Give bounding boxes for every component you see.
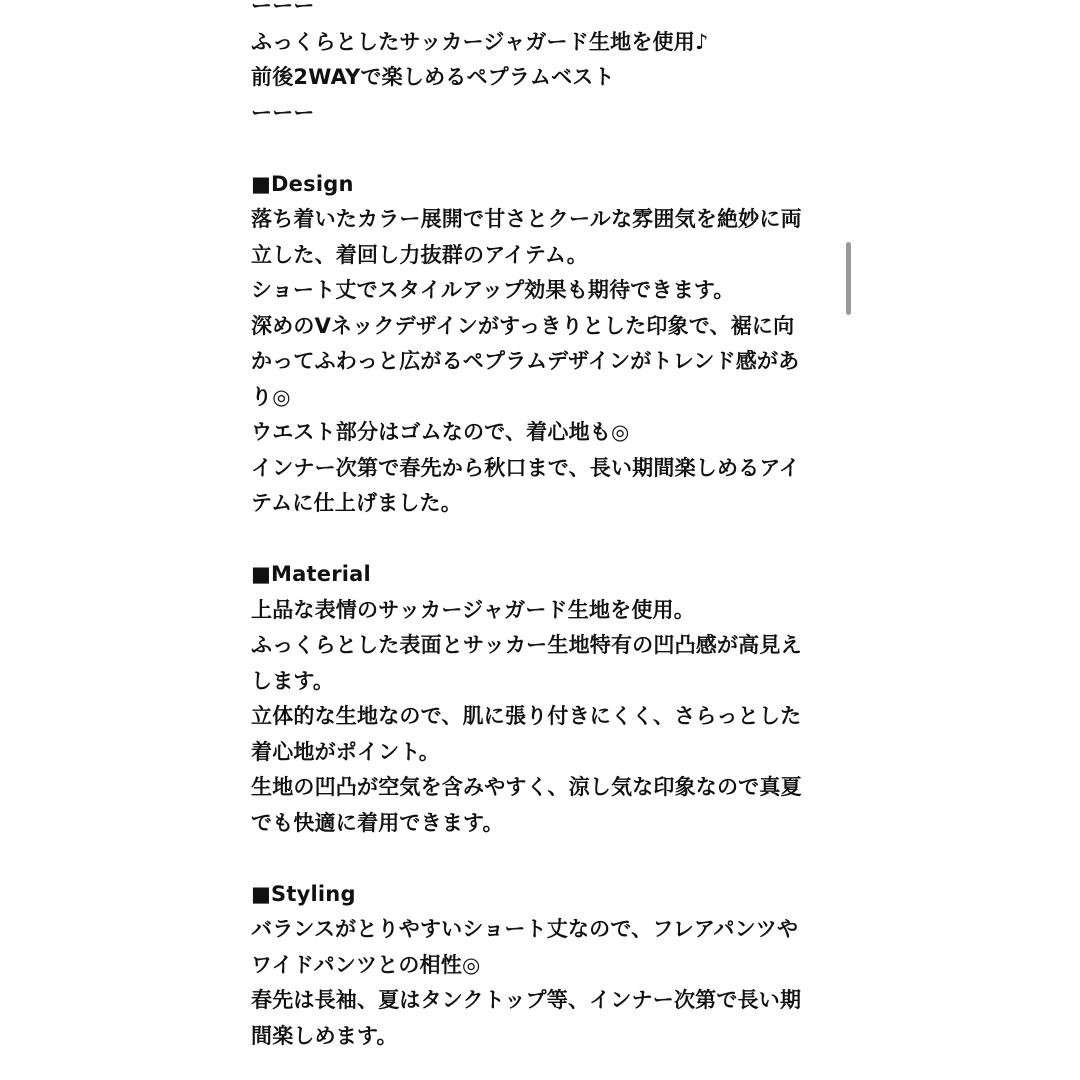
section-line: ウエスト部分はゴムなので、着心地も◎ xyxy=(251,420,630,444)
section-line: バランスがとりやすいショート丈なので、フレアパンツや xyxy=(251,917,799,941)
section-line: テムに仕上げました。 xyxy=(251,491,462,515)
intro-divider-bottom: ーーー xyxy=(251,100,315,125)
intro-divider-top: ーーー xyxy=(251,0,315,18)
section-line: でも快適に着用できます。 xyxy=(251,810,504,835)
section-line: 着心地がポイント。 xyxy=(251,739,440,764)
spacer xyxy=(251,522,831,558)
section-line: 立体的な生地なので、肌に張り付きにくく、さらっとした xyxy=(251,704,802,728)
scrollbar-thumb[interactable] xyxy=(846,242,851,315)
intro-line: ふっくらとしたサッカージャガード生地を使用♪ xyxy=(251,29,709,54)
section-line: 生地の凹凸が空気を含みやすく、涼し気な印象なので真夏 xyxy=(251,775,802,799)
section-heading-styling: ■Styling xyxy=(251,881,356,906)
section-heading-material: ■Material xyxy=(251,562,371,586)
section-line: 春先は長袖、夏はタンクトップ等、インナー次第で長い期 xyxy=(251,988,802,1012)
section-line: します。 xyxy=(251,668,335,693)
section-line: ショート丈でスタイルアップ効果も期待できます。 xyxy=(251,278,735,302)
spacer xyxy=(251,841,831,877)
section-line: ワイドパンツとの相性◎ xyxy=(251,952,481,977)
section-line: インナー次第で春先から秋口まで、長い期間楽しめるアイ xyxy=(251,455,800,480)
section-line: 立した、着回し力抜群のアイテム。 xyxy=(251,242,588,267)
description-text xyxy=(251,0,831,1054)
section-line: 深めのVネックデザインがすっきりとした印象で、裾に向 xyxy=(251,313,795,338)
section-line: かってふわっと広がるペプラムデザインがトレンド感があ xyxy=(251,349,800,373)
section-line: ふっくらとした表面とサッカー生地特有の凹凸感が高見え xyxy=(251,633,802,657)
section-line: 落ち着いたカラー展開で甘さとクールな雰囲気を絶妙に両 xyxy=(251,207,802,231)
spacer xyxy=(251,131,831,167)
section-line: 間楽しめます。 xyxy=(251,1023,398,1048)
section-line: 上品な表情のサッカージャガード生地を使用。 xyxy=(251,597,695,622)
section-line: り◎ xyxy=(251,384,291,409)
section-heading-design: ■Design xyxy=(251,171,354,196)
intro-line: 前後2WAYで楽しめるペプラムベスト xyxy=(251,65,615,89)
